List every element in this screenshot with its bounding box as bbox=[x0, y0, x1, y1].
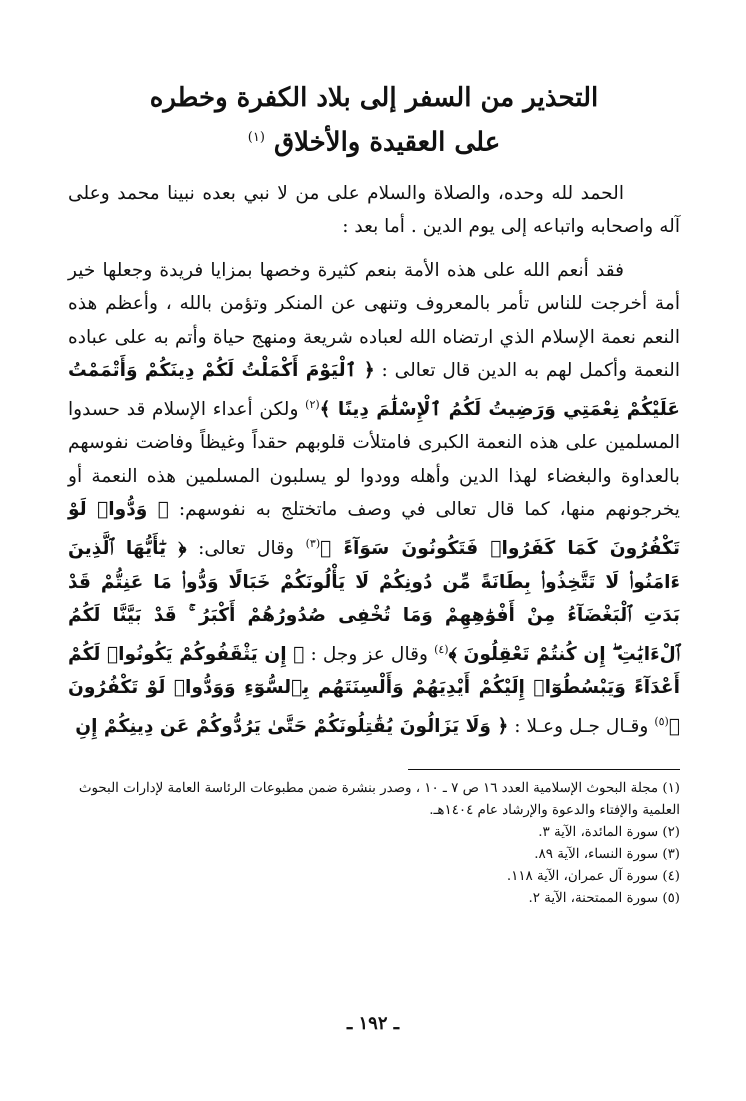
footnote-ref: (٤) bbox=[434, 642, 449, 656]
main-paragraph bbox=[68, 254, 680, 744]
quran-verse: ﴿ إِن يَثْقَفُوكُمْ يَكُونُوا۟ لَكُمْ أَعْدَآءً وَيَبْسُطُوٓا۟ إِلَيْكُمْ أَيْدِيَهُمْ وَأَلْسِنَتَهُم بِٱلسُّوٓءِ وَوَدُّوا۟ لَوْ تَكْفُرُونَ ﴾ bbox=[68, 643, 680, 737]
footnote-ref: (٥) bbox=[654, 714, 669, 728]
quran-verse: ﴿ وَدُّوا۟ لَوْ تَكْفُرُونَ كَمَا كَفَرُوا۟ فَتَكُونُونَ سَوَآءً ﴾ bbox=[68, 499, 680, 560]
footnotes bbox=[68, 778, 680, 910]
footnote: (٥) سورة الممتحنة، الآية ٢. bbox=[528, 891, 680, 907]
title-footnote-ref: (١) bbox=[247, 130, 265, 145]
page-title bbox=[68, 78, 680, 163]
footnote-ref: (٢) bbox=[305, 397, 320, 411]
paragraph-text: وقـال جـل وعـلا : bbox=[514, 715, 649, 737]
footnote: (١) مجلة البحوث الإسلامية العدد ١٦ ص ٧ ـ ١٠ ، وصدر بنشرة ضمن مطبوعات الرئاسة العامة لإدارات البحوث العلمية والإفتاء والدعوة والإرشاد عام ١٤٠٤هـ. bbox=[78, 781, 680, 819]
quran-verse: ﴿ ٱلْيَوْمَ أَكْمَلْتُ لَكُمْ دِينَكُمْ وَأَتْمَمْتُ عَلَيْكُمْ نِعْمَتِي وَرَضِيتُ لَكُمُ ٱلْإِسْلَٰمَ دِينًا ﴾ bbox=[68, 360, 680, 420]
quran-verse: ﴿ وَلَا يَزَالُونَ يُقَٰتِلُونَكُمْ حَتَّىٰ يَرُدُّوكُمْ عَن دِينِكُمْ إِنِ bbox=[75, 715, 509, 737]
footnote: (٤) سورة آل عمران، الآية ١١٨. bbox=[506, 869, 680, 885]
quran-verse: ﴿ يَٰٓأَيُّهَا ٱلَّذِينَ ءَامَنُوا۟ لَا تَتَّخِذُوا۟ بِطَانَةً مِّن دُونِكُمْ لَا يَأْلُونَكُمْ خَبَالًا وَدُّوا۟ مَا عَنِتُّمْ قَدْ بَدَتِ ٱلْبَغْضَآءُ مِنْ أَفْوَٰهِهِمْ وَمَا تُخْفِى صُدُورُهُمْ أَكْبَرُ ۚ قَدْ بَيَّنَّا لَكُمُ ٱلْءَايَٰتِ ۖ إِن كُنتُمْ تَعْقِلُونَ ﴾ bbox=[68, 538, 680, 665]
title-line-1: التحذير من السفر إلى بلاد الكفرة وخطره bbox=[149, 83, 599, 113]
footnote: (٢) سورة المائدة، الآية ٣. bbox=[538, 825, 680, 841]
page-number: ـ ١٩٢ ـ bbox=[346, 1013, 400, 1034]
paragraph-text: وقال عز وجل : bbox=[310, 643, 428, 665]
footnote: (٣) سورة النساء، الآية ٨٩. bbox=[534, 847, 680, 863]
footnote-ref: (٣) bbox=[305, 536, 321, 550]
paragraph-text: ولكن أعداء الإسلام قد حسدوا المسلمين على هذه النعمة الكبرى فامتلأت قلوبهم حقداً وغيظاً وفاضت نفوسهم بالعداوة والبغضاء لهذا الدين وأهله وودوا لو يسلبون المسلمين هذه النعمة أو يخرجونهم منها، كما قال تعالى في وصف ماتختلج به نفوسهم: bbox=[68, 398, 680, 521]
title-line-2: على العقيدة والأخلاق bbox=[273, 127, 501, 158]
paragraph-text: فقد أنعم الله على هذه الأمة بنعم كثيرة وخصها بمزايا فريدة وجعلها خير أمة أخرجت للناس تأمر بالمعروف وتنهى عن المنكر وتؤمن بالله ، وأعظم هذه النعم نعمة الإسلام الذي ارتضاه الله لعباده شريعة ومنهج حياة وأتم به على عباده النعمة وأكمل لهم به الدين قال تعالى : bbox=[68, 259, 680, 382]
paragraph-text: وقال تعالى: bbox=[198, 538, 294, 560]
footnote-divider bbox=[408, 769, 680, 770]
intro-paragraph: الحمد لله وحده، والصلاة والسلام على من لا نبي بعده نبينا محمد وعلى آله واصحابه واتباعه إلى يوم الدين . أما بعد : bbox=[68, 182, 680, 238]
